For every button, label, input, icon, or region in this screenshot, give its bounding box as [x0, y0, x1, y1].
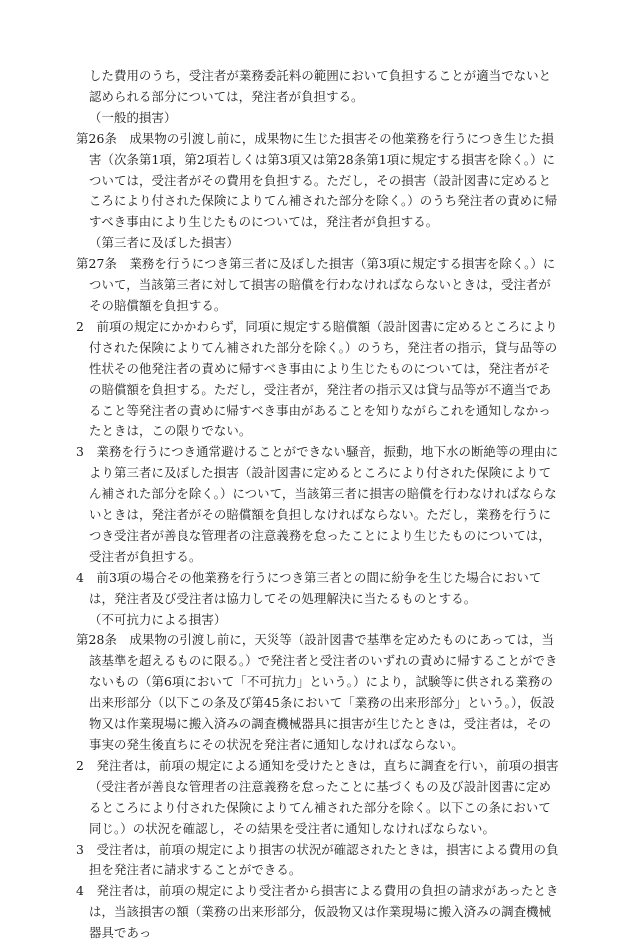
article-27-clause-3: 3 業務を行うにつき通常避けることができない騒音，振動，地下水の断絶等の理由により第三者に及ぼした損害（設計図書に定めるところにより付された保険によりてん補された部分を除く。）について，当該第三者に損害の賠償を行わなければならないときは，発注者がその賠償額を負担しなければならない。ただし，業務を行うにつき受注者が善良な管理者の注意義務を怠ったことにより生じたものについては，受注者が負担する。	[76, 444, 559, 564]
heading-force-majeure-damage: （不可抗力による損害）	[89, 611, 227, 627]
heading-general-damage: （一般的損害）	[89, 109, 177, 125]
article-28-clause-2: 2 発注者は，前項の規定による通知を受けたときは，直ちに調査を行い，前項の損害（受注者が善良な管理者の注意義務を怠ったことに基づくもの及び設計図書に定めるところにより付された保険によりてん補された部分を除く。以下この条において同じ。）の状況を確認し，その結果を受注者に通知しなければならない。	[76, 757, 559, 836]
article-28: 第28条 成果物の引渡し前に，天災等（設計図書で基準を定めたものにあっては，当該基準を超えるものに限る。）で発注者と受注者のいずれの責めに帰することができないもの（第6項において「不可抗力」という。）により，試験等に供される業務の出来形部分（以下この条及び第45条において「業務の出来形部分」という。），仮設物又は作業現場に搬入済みの調査機械器具に損害が生じたときは，受注者は，その事実の発生後直ちにその状況を発注者に通知しなければならない。	[76, 632, 558, 752]
article-27-clause-2: 2 前項の規定にかかわらず，同項に規定する賠償額（設計図書に定めるところにより付された保険によりてん補された部分を除く。）のうち，発注者の指示，貸与品等の性状その他発注者の責めに帰すべき事由により生じたものについては，発注者がその賠償額を負担する。ただし，受注者が，発注者の指示又は貸与品等が不適当であること等発注者の責めに帰すべき事由があることを知りながらこれを通知しなかったときは，この限りでない。	[76, 318, 558, 439]
article-27-clause-4: 4 前3項の場合その他業務を行うにつき第三者との間に紛争を生じた場合においては，発注者及び受注者は協力してその処理解決に当たるものとする。	[76, 569, 542, 606]
document-body	[76, 66, 562, 944]
paragraph-continuation: した費用のうち，受注者が業務委託料の範囲において負担することが適当でないと認められる部分については，発注者が負担する。	[89, 68, 552, 104]
heading-third-party-damage: （第三者に及ぼした損害）	[89, 235, 239, 251]
article-27: 第27条 業務を行うにつき第三者に及ぼした損害（第3項に規定する損害を除く。）について，当該第三者に対して損害の賠償を行わなければならないときは，受注者がその賠償額を負担する。	[76, 256, 556, 313]
article-28-clause-4: 4 発注者は，前項の規定により受注者から損害による費用の負担の請求があったときは，当該損害の額（業務の出来形部分，仮設物又は作業現場に搬入済みの調査機械器具であっ	[76, 883, 559, 941]
article-28-clause-3: 3 受注者は，前項の規定により損害の状況が確認されたときは，損害による費用の負担を発注者に請求することができる。	[76, 841, 559, 878]
article-26: 第26条 成果物の引渡し前に，成果物に生じた損害その他業務を行うにつき生じた損害（次条第1項，第2項若しくは第3項又は第28条第1項に規定する損害を除く。）については，受注者がその費用を負担する。ただし，その損害（設計図書に定めるところにより付された保険によりてん補された部分を除く。）のうち発注者の責めに帰すべき事由により生じたものについては，発注者が負担する。	[76, 130, 558, 230]
